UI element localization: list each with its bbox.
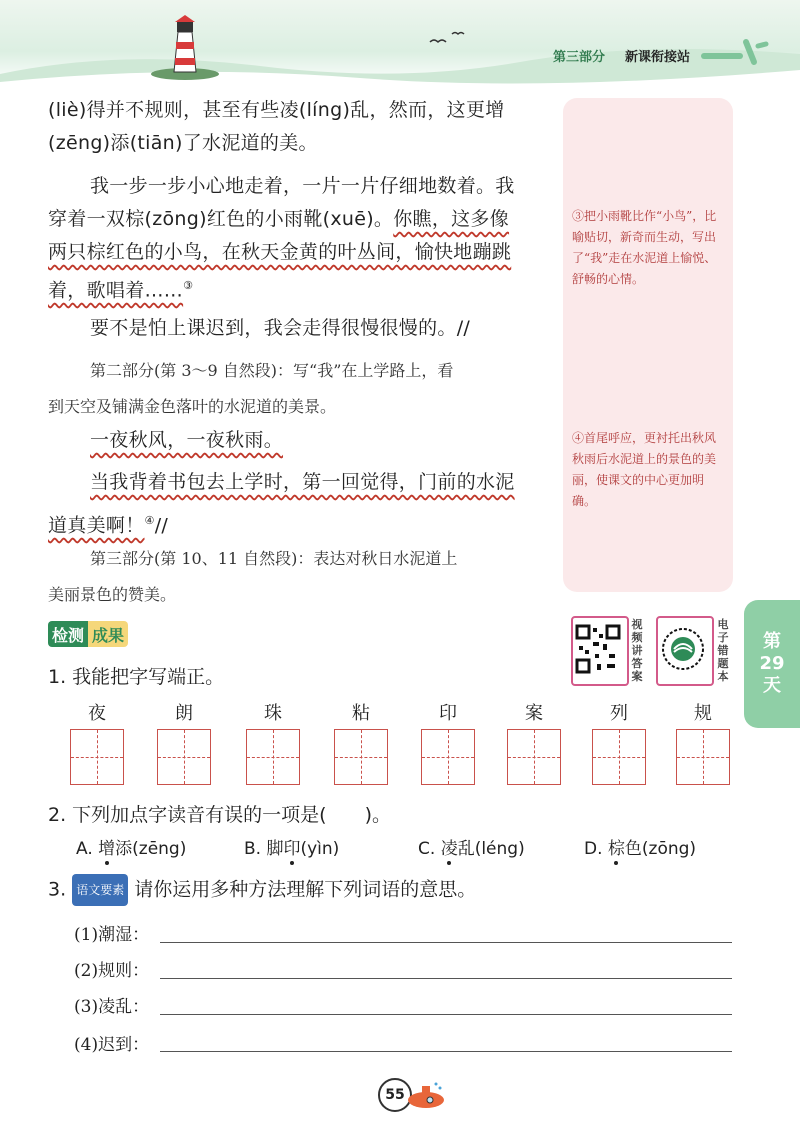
writing-box[interactable] xyxy=(70,729,124,785)
answer-line[interactable] xyxy=(160,977,732,979)
section-summary: 第二部分(第 3～9 自然段)：写“我”在上学路上，看 xyxy=(90,361,454,380)
passage-line xyxy=(48,504,548,542)
practice-char: 列 xyxy=(610,703,628,724)
qr-icon xyxy=(573,618,623,680)
passage-line: 要不是怕上课迟到，我会走得很慢很慢的。// xyxy=(90,317,471,339)
option-letter: C. xyxy=(418,839,436,859)
submarine-icon xyxy=(400,1080,448,1110)
option-char: 脚 xyxy=(266,839,284,859)
passage-text: 穿着一双棕(zōng)红色的小雨靴(xuē)。 xyxy=(48,208,394,230)
vocab-item-label: (2)规则： xyxy=(74,961,150,981)
practice-char: 案 xyxy=(525,703,543,724)
annotation-note: ③把小雨靴比作“小鸟”，比喻贴切，新奇而生动，写出了“我”走在水泥道上愉悦、舒畅的心情。 xyxy=(572,209,717,286)
lighthouse-icon xyxy=(150,14,220,80)
error-book-qr-code[interactable] xyxy=(656,616,714,686)
day-tab-text: 第 xyxy=(763,631,781,652)
dotted-char: 印 xyxy=(283,839,301,859)
answer-line[interactable] xyxy=(160,941,732,943)
option-d[interactable] xyxy=(584,836,696,862)
option-letter: A. xyxy=(76,839,93,859)
writing-box[interactable] xyxy=(334,729,388,785)
dotted-char: 棕 xyxy=(607,839,625,859)
section-summary: 美丽景色的赞美。 xyxy=(48,585,177,604)
vocab-item-label: (3)凌乱： xyxy=(74,997,150,1017)
practice-char: 粘 xyxy=(352,703,370,724)
writing-box[interactable] xyxy=(246,729,300,785)
option-pinyin: (zōng) xyxy=(641,839,697,859)
writing-box[interactable] xyxy=(157,729,211,785)
question-text: 请你运用多种方法理解下列词语的意思。 xyxy=(134,878,477,901)
video-qr-code[interactable] xyxy=(571,616,629,686)
dotted-char: 凌 xyxy=(440,839,458,859)
writing-box[interactable] xyxy=(421,729,475,785)
passage-line xyxy=(48,269,548,307)
badge-part: 检测 xyxy=(48,621,88,647)
header-title: 新课衔接站 xyxy=(625,50,691,65)
practice-char: 朗 xyxy=(175,703,193,724)
note-marker: ③ xyxy=(183,279,194,292)
badge-part: 成果 xyxy=(88,621,128,647)
writing-box[interactable] xyxy=(676,729,730,785)
section-badge xyxy=(48,621,128,647)
vocab-item-label: (1)潮湿： xyxy=(74,925,150,945)
option-char: 添 xyxy=(115,839,133,859)
dotted-char: 增 xyxy=(98,839,116,859)
page-number: 55 xyxy=(378,1078,412,1112)
underlined-sentence: 两只棕红色的小鸟，在秋天金黄的叶丛间，愉快地蹦跳 xyxy=(48,241,512,263)
birds-icon xyxy=(428,28,468,48)
option-letter: D. xyxy=(584,839,603,859)
option-letter: B. xyxy=(244,839,262,859)
writing-box[interactable] xyxy=(592,729,646,785)
header-section-label: 第三部分 xyxy=(553,50,606,65)
day-tab-text: 天 xyxy=(763,675,781,696)
qr-icon xyxy=(658,618,708,680)
annotation-note: ④首尾呼应，更衬托出秋风秋雨后水泥道上的景色的美丽，使课文的中心更加明确。 xyxy=(572,431,717,508)
question-number: 3. xyxy=(48,878,67,901)
passage-line xyxy=(48,203,548,236)
note-marker: ④ xyxy=(144,514,155,527)
underlined-sentence: 一夜秋风，一夜秋雨。 xyxy=(90,429,284,451)
question-1-prompt: 1. 我能把字写端正。 xyxy=(48,666,225,688)
vocab-item-label: (4)迟到： xyxy=(74,1035,150,1055)
language-element-tag: 语文要素 xyxy=(72,874,128,906)
option-c[interactable] xyxy=(418,836,525,862)
passage-line: 我一步一步小心地走着，一片一片仔细地数着。我 xyxy=(90,175,515,197)
option-pinyin: (léng) xyxy=(474,839,525,859)
option-pinyin: (yìn) xyxy=(300,839,340,859)
question-2-prompt: 2. 下列加点字读音有误的一项是( )。 xyxy=(48,804,391,826)
answer-line[interactable] xyxy=(160,1013,732,1015)
paragraph-divider: // xyxy=(154,514,169,537)
option-char: 色 xyxy=(624,839,642,859)
option-b[interactable] xyxy=(244,836,339,862)
practice-char: 夜 xyxy=(88,703,106,724)
practice-char: 印 xyxy=(439,703,457,724)
practice-char: 珠 xyxy=(264,703,282,724)
note-panel xyxy=(563,98,733,592)
underlined-sentence: 着，歌唱着…… xyxy=(48,279,184,302)
section-summary: 到天空及铺满金色落叶的水泥道的美景。 xyxy=(48,397,337,416)
underlined-sentence: 道真美啊！ xyxy=(48,514,145,537)
practice-char: 规 xyxy=(694,703,712,724)
header-decorative-mark xyxy=(700,36,770,66)
day-tab-number: 29 xyxy=(759,653,785,674)
section-summary: 第三部分(第 10、11 自然段)：表达对秋日水泥道上 xyxy=(90,549,458,568)
underlined-sentence: 你瞧，这多像 xyxy=(393,208,510,230)
passage-line: (zēng)添(tiān)了水泥道的美。 xyxy=(48,132,318,154)
question-3-prompt xyxy=(48,874,476,906)
underlined-sentence: 当我背着书包去上学时，第一回觉得，门前的水泥 xyxy=(90,471,515,493)
option-char: 乱 xyxy=(457,839,475,859)
writing-box[interactable] xyxy=(507,729,561,785)
passage-line: (liè)得并不规则，甚至有些凌(líng)乱，然而，这更增 xyxy=(48,99,505,121)
answer-line[interactable] xyxy=(160,1050,732,1052)
error-book-qr-label: 电子错题本 xyxy=(717,618,729,683)
video-qr-label: 视频讲答案 xyxy=(631,618,643,683)
option-a[interactable] xyxy=(76,836,186,862)
option-pinyin: (zēng) xyxy=(132,839,187,859)
day-tab[interactable] xyxy=(744,600,800,728)
